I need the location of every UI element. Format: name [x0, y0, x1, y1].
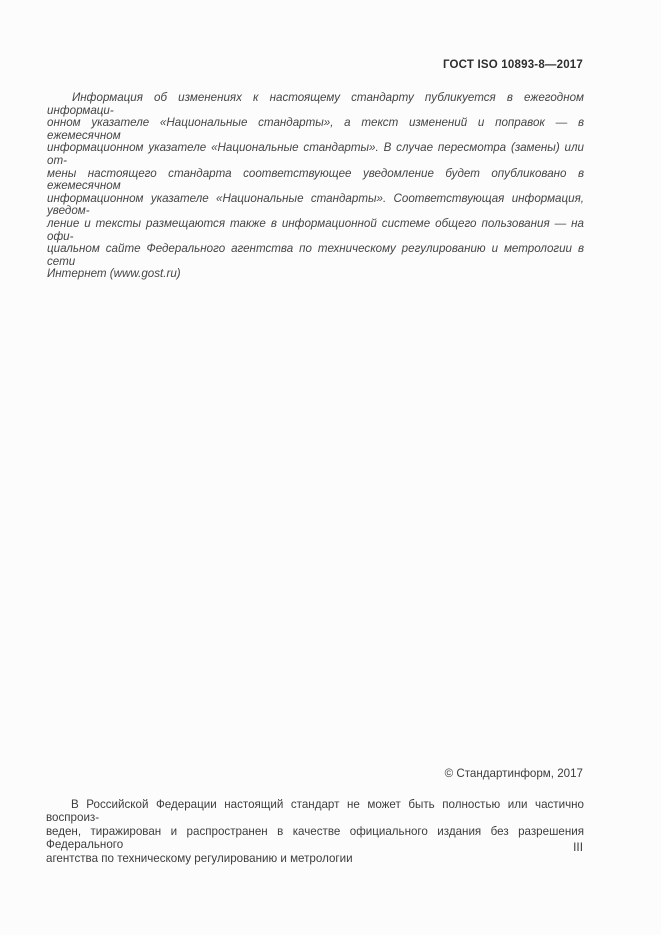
info-paragraph	[47, 92, 584, 281]
page-number: III	[573, 840, 583, 854]
paragraph-line: информационном указателе «Национальные стандарты». В случае пересмотра (замены) или от-	[47, 141, 584, 167]
paragraph-line: Интернет (www.gost.ru)	[47, 267, 181, 281]
paragraph-line: веден, тиражирован и распространен в качестве официального издания без разрешения Федерального	[46, 824, 584, 852]
paragraph-line: мены настоящего стандарта соответствующее уведомление будет опубликовано в ежемесячном	[47, 166, 584, 193]
paragraph-line: Информация об изменениях к настоящему стандарту публикуется в ежегодном информаци-	[47, 91, 584, 117]
paragraph-line: информационном указателе «Национальные стандарты». Соответствующая информация, уведом-	[47, 191, 584, 218]
paragraph-line: циальном сайте Федерального агентства по техническому регулированию и метрологии в сети	[47, 242, 584, 268]
paragraph-line: онном указателе «Национальные стандарты», а текст изменений и поправок — в ежемесячном	[47, 116, 584, 142]
standard-number-header: ГОСТ ISO 10893-8—2017	[442, 59, 583, 71]
copyright-notice: © Стандартинформ, 2017	[444, 767, 583, 780]
paragraph-line: ление и тексты размещаются также в информационной системе общего пользования — на офи-	[47, 216, 584, 243]
paragraph-line: агентства по техническому регулированию и метрологии	[46, 851, 353, 865]
restriction-paragraph	[46, 798, 584, 865]
paragraph-line: В Российской Федерации настоящий стандарт не может быть полностью или частично воспроиз-	[46, 798, 584, 825]
